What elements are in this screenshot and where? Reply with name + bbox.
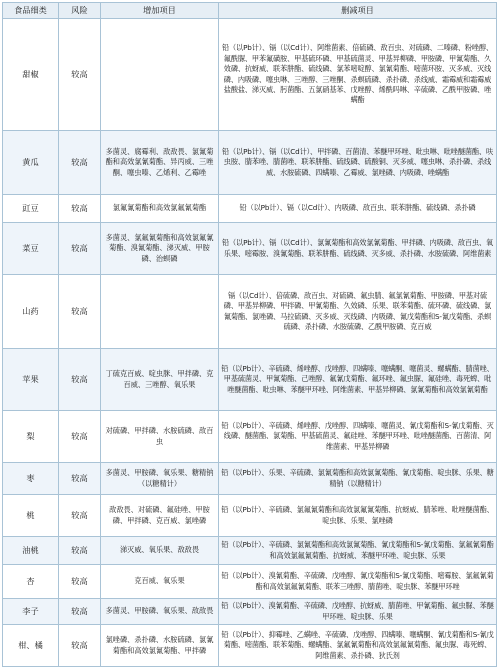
- food-name: 苹果: [3, 349, 59, 411]
- added-items: 丁硫克百威、啶虫脒、甲拌磷、克百威、三唑醇、氧乐果: [101, 349, 219, 411]
- added-items: [101, 275, 219, 349]
- risk-level: 较高: [59, 349, 101, 411]
- food-name: 山药: [3, 275, 59, 349]
- table-row: [3, 223, 497, 275]
- removed-items: 铅（以Pb计）、镉（以Cd计）、甲拌磷、百菌清、苯醚甲环唑、吡虫啉、吡唑醚菌酯、呋虫胺、腈苯唑、腈菌唑、联苯肼酯、硫线磷、硫酸铜、灭多威、噻虫啉、杀扑磷、杀线威、水胺硫磷、四螨嗪、乙霉威、氯唑磷、内吸磷、唑螨酯: [219, 131, 497, 195]
- food-name: 桃: [3, 495, 59, 537]
- food-name: 枣: [3, 463, 59, 495]
- food-name: 李子: [3, 599, 59, 625]
- removed-items: 铅（以Pb计）、辛硫磷、烯唑醇、戊唑醇、四螨嗪、噻菌灵、氰戊菊酯和S-氰戊菊酯、灭线磷、醚菌酯、氯菊酯、甲基硫菌灵、氟硅唑、苯醚甲环唑、吡唑醚菌酯、百菌清、阿维菌素、甲基异柳磷: [219, 411, 497, 463]
- added-items: [101, 19, 219, 131]
- added-items: 多菌灵、氯氟氰菊酯和高效氯氟氰菊酯、溴氰菊酯、涕灭威、甲胺磷、治螟磷: [101, 223, 219, 275]
- removed-items: 铅（以Pb计）、溴氰菊酯、辛硫磷、戊唑醇、抗蚜威、腈菌唑、甲氰菊酯、氟虫脲、苯醚甲环唑、啶虫脒、乐果: [219, 599, 497, 625]
- risk-level: 较高: [59, 537, 101, 565]
- food-name: 杏: [3, 565, 59, 599]
- removed-items: 镉（以Cd计）、倍硫磷、敌百虫、对硫磷、氟虫腈、氟氯氰菊酯、甲胺磷、甲基对硫磷、甲基异柳磷、甲拌磷、甲氰菊酯、久效磷、乐果、联苯菊酯、硫环磷、硫线磷、氯氰菊酯、氯唑磷、马拉硫磷、灭多威、灭线磷、内吸磷、氰戊菊酯和S-氰戊菊酯、杀螟硫磷、杀扑磷、水胺硫磷、乙酰甲胺磷、克百威: [219, 275, 497, 349]
- table-row: [3, 275, 497, 349]
- food-name: 甜椒: [3, 19, 59, 131]
- table-row: [3, 599, 497, 625]
- header-row: [3, 3, 497, 19]
- food-name: 豇豆: [3, 195, 59, 223]
- table-row: [3, 495, 497, 537]
- table-row: [3, 411, 497, 463]
- risk-level: 较高: [59, 275, 101, 349]
- risk-level: 较高: [59, 131, 101, 195]
- table-row: [3, 131, 497, 195]
- food-name: 菜豆: [3, 223, 59, 275]
- risk-level: 较高: [59, 599, 101, 625]
- food-name: 梨: [3, 411, 59, 463]
- added-items: 涕灭威、氧乐果、敌敌畏: [101, 537, 219, 565]
- header-food: 食品细类: [3, 3, 59, 19]
- risk-level: 较高: [59, 195, 101, 223]
- header-added: 增加项目: [101, 3, 219, 19]
- removed-items: 铅（以Pb计）、辛硫磷、氯氟氰菊酯和高效氯氟氰菊酯、抗蚜威、腈苯唑、吡唑醚菌酯、啶虫脒、乐果、氯唑磷: [219, 495, 497, 537]
- food-name: 油桃: [3, 537, 59, 565]
- risk-level: 较高: [59, 223, 101, 275]
- table-row: [3, 463, 497, 495]
- removed-items: 铅（以Pb计）、溴氰菊酯、辛硫磷、戊唑醇、氰戊菊酯和S-氰戊菊酯、嘧霉胺、氯氟氰菊酯和高效氯氟氰菊酯、联苯三唑醇、腈菌唑、啶虫脒、苯醚甲环唑: [219, 565, 497, 599]
- risk-level: 较高: [59, 463, 101, 495]
- header-removed: 删减项目: [219, 3, 497, 19]
- table-row: [3, 537, 497, 565]
- risk-level: 较高: [59, 411, 101, 463]
- removed-items: 铅（以Pb计）、辛硫磷、氯氰菊酯和高效氯氰菊酯、氰戊菊酯和S-氰戊菊酯、氯氟氰菊酯和高效氯氟氰菊酯、抗蚜威、苯醚甲环唑、啶虫脒、乐果: [219, 537, 497, 565]
- food-name: 柑、橘: [3, 625, 59, 667]
- removed-items: 铅（以Pb计）、抑霉唑、乙螨唑、辛硫磷、戊唑醇、四螨嗪、噻螨酮、氰戊菊酯和S-氰戊菊酯、嘧菌酯、联苯菊酯、螺螨酯、氯氟氰菊酯和高效氯氟氰菊酯、氟虫脲、毒死蜱、阿维菌素、杀扑磷、狄氏剂: [219, 625, 497, 667]
- table-row: [3, 195, 497, 223]
- risk-level: 较高: [59, 495, 101, 537]
- removed-items: 铅（以Pb计）、辛硫磷、烯唑醇、戊唑醇、四螨嗪、噻螨酮、噻菌灵、螺螨酯、腈菌唑、甲基硫菌灵、甲氰菊酯、己唑醇、氟氰戊菊酯、氟环唑、氟虫脲、氟硅唑、毒死蜱、吡唑醚菌酯、吡虫啉、苯醚甲环唑、阿维菌素、甲基异柳磷、氯氰菊酯和高效氯氰菊酯: [219, 349, 497, 411]
- added-items: 敌敌畏、对硫磷、氟硅唑、甲胺磷、甲拌磷、克百威、氯唑磷: [101, 495, 219, 537]
- risk-level: 较高: [59, 625, 101, 667]
- table-row: [3, 349, 497, 411]
- pesticide-comparison-table: [2, 2, 497, 667]
- added-items: 对硫磷、甲拌磷、水胺硫磷、敌百虫: [101, 411, 219, 463]
- added-items: 多菌灵、腐霉利、敌敌畏、氯氰菊酯和高效氯氰菊酯、异丙威、三唑酮、噻虫嗪、乙烯利、乙霉唑: [101, 131, 219, 195]
- risk-level: 较高: [59, 19, 101, 131]
- added-items: 氯氟氰菊酯和高效氯氟氰菊酯: [101, 195, 219, 223]
- removed-items: 铅（以Pb计）、镉（以Cd计）、氯氰菊酯和高效氯氰菊酯、甲拌磷、内吸磷、敌百虫、氧乐果、嘧霉胺、溴氰菊酯、联苯肼酯、硫线磷、灭多威、杀扑磷、水胺硫磷、阿维菌素: [219, 223, 497, 275]
- added-items: 氯唑磷、杀扑磷、水胺硫磷、氯氰菊酯和高效氯氰菊酯、甲拌磷: [101, 625, 219, 667]
- removed-items: 铅（以Pb计）、镉（以Cd计）、内吸磷、敌百虫、联苯肼酯、硫线磷、杀扑磷: [219, 195, 497, 223]
- table-row: [3, 19, 497, 131]
- risk-level: 较高: [59, 565, 101, 599]
- removed-items: 铅（以Pb计）、乐果、辛硫磷、氯氰菊酯和高效氯氰菊酯、氰戊菊酯、啶虫脒、乐果、糖精钠（以糖精计）: [219, 463, 497, 495]
- added-items: 克百威、氧乐果: [101, 565, 219, 599]
- added-items: 多菌灵、甲胺磷、氧乐果、糖精钠（以糖精计）: [101, 463, 219, 495]
- removed-items: 铅（以Pb计）、镉（以Cd计）、阿维菌素、倍硫磷、敌百虫、对硫磷、二嗪磷、粉唑醇、氟酰脲、甲苯氟磺胺、甲基硫环磷、甲基硫菌灵、甲基异柳磷、甲胺磷、甲氰菊酯、久效磷、抗蚜威、联苯肼酯、硫线磷、氯苯嘧啶醇、氯氰菊酯、嘧菌环胺、灭多威、灭线磷、内吸磷、噻虫啉、三唑醇、三唑酮、杀螟硫磷、杀扑磷、杀线威、霜霉威和霜霉威盐酸盐、涕灭威、肟菌酯、五氯硝基苯、戊唑醇、烯酰吗啉、辛硫磷、乙酰甲胺磷、唑螨酯: [219, 19, 497, 131]
- food-name: 黄瓜: [3, 131, 59, 195]
- table-row: [3, 565, 497, 599]
- added-items: 多菌灵、甲胺磷、氧乐果、敌敌畏: [101, 599, 219, 625]
- header-risk: 风险: [59, 3, 101, 19]
